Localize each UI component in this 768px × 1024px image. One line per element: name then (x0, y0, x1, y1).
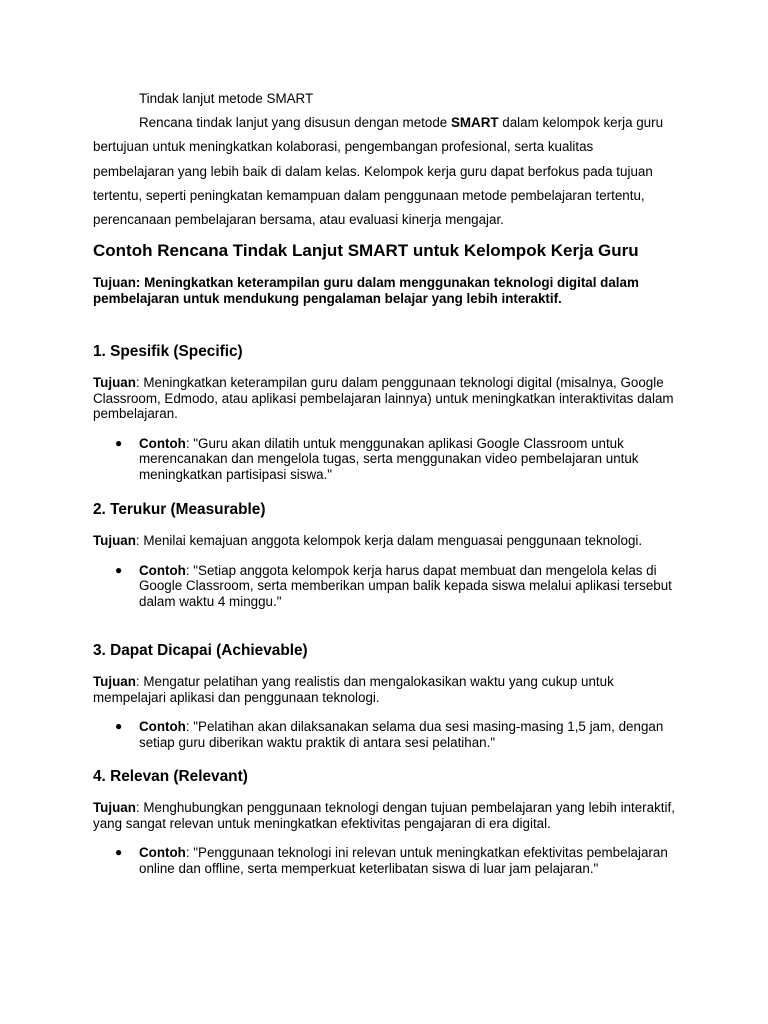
tujuan-label: Tujuan (93, 375, 136, 390)
intro-paragraph (93, 111, 675, 232)
section-tujuan (93, 674, 675, 705)
bullet-icon: ● (115, 435, 123, 450)
tujuan-text: : Meningkatkan keterampilan guru dalam penggunaan teknologi digital (misalnya, Google Classroom, Edmodo, atau aplikasi pembelajaran lainnya) untuk meningkatkan interaktivitas dalam pembelajaran. (93, 375, 674, 421)
section-title: 3. Dapat Dicapai (Achievable) (93, 642, 308, 659)
section-tujuan (93, 533, 675, 549)
contoh-label: Contoh (139, 845, 186, 860)
tujuan-text: : Menilai kemajuan anggota kelompok kerja dalam menguasai penggunaan teknologi. (135, 533, 643, 548)
bullet-icon: ● (115, 562, 123, 577)
section-measurable (93, 500, 675, 609)
section-title: 2. Terukur (Measurable) (93, 501, 266, 518)
section-tujuan (93, 375, 675, 422)
bullet-icon: ● (115, 719, 123, 733)
intro-smart-bold: SMART (450, 115, 499, 131)
main-heading: Contoh Rencana Tindak Lanjut SMART untuk Kelompok Kerja Guru (93, 241, 639, 260)
section-contoh (93, 719, 679, 750)
section-title: 1. Spesifik (Specific) (93, 343, 243, 360)
contoh-label: Contoh (139, 562, 186, 578)
section-title: 4. Relevan (Relevant) (93, 768, 248, 785)
intro-text-suffix: dalam kelompok kerja guru bertujuan untuk meningkatkan kolaborasi, pengembangan profesional, serta kualitas pembelajaran yang lebih baik di dalam kelas. Kelompok kerja guru dapat berfokus pada tujuan tertentu, seperti peningkatan kemampuan dalam penggunaan metode pembelajaran tertentu, perencanaan pembelajaran bersama, atau evaluasi kinerja mengajar. (93, 115, 664, 228)
section-contoh (93, 845, 679, 876)
bullet-icon: ● (115, 845, 123, 859)
tujuan-text: : Mengatur pelatihan yang realistis dan mengalokasikan waktu yang cukup untuk mempelajari aplikasi dan penggunaan teknologi. (93, 674, 614, 705)
section-contoh (93, 436, 679, 483)
contoh-text: : "Setiap anggota kelompok kerja harus dapat membuat dan mengelola kelas di Google Classroom, serta memberikan umpan balik kepada siswa melalui aplikasi tersebut dalam waktu 4 minggu." (139, 562, 672, 609)
contoh-text: : "Pelatihan akan dilaksanakan selama dua sesi masing-masing 1,5 jam, dengan setiap guru diberikan waktu praktik di antara sesi pelatihan." (139, 719, 664, 750)
contoh-text: : "Penggunaan teknologi ini relevan untuk meningkatkan efektivitas pembelajaran online dan offline, serta memperkuat keterlibatan siswa di luar jam pelajaran." (139, 845, 668, 876)
section-contoh (93, 563, 679, 610)
tujuan-label: Tujuan (93, 800, 136, 815)
intro-title: Tindak lanjut metode SMART (139, 91, 314, 106)
goal-statement: Tujuan: Meningkatkan keterampilan guru dalam menggunakan teknologi digital dalam pembelajaran untuk mendukung pengalaman belajar yang lebih interaktif. (93, 275, 639, 306)
tujuan-label: Tujuan (93, 674, 136, 689)
section-achievable (93, 641, 675, 750)
section-tujuan (93, 800, 675, 831)
tujuan-text: : Menghubungkan penggunaan teknologi dengan tujuan pembelajaran yang lebih interaktif, yang sangat relevan untuk meningkatkan efektivitas pengajaran di era digital. (93, 800, 675, 831)
intro-block (93, 87, 675, 232)
contoh-label: Contoh (139, 719, 186, 734)
intro-text-prefix: Rencana tindak lanjut yang disusun dengan metode (139, 115, 451, 131)
contoh-label: Contoh (139, 435, 186, 451)
section-relevant (93, 767, 675, 876)
section-specific (93, 342, 675, 482)
contoh-text: : "Guru akan dilatih untuk menggunakan aplikasi Google Classroom untuk merencanakan dan mengelola tugas, serta menggunakan video pembelajaran untuk meningkatkan partisipasi siswa." (139, 435, 639, 482)
tujuan-label: Tujuan (93, 533, 136, 548)
